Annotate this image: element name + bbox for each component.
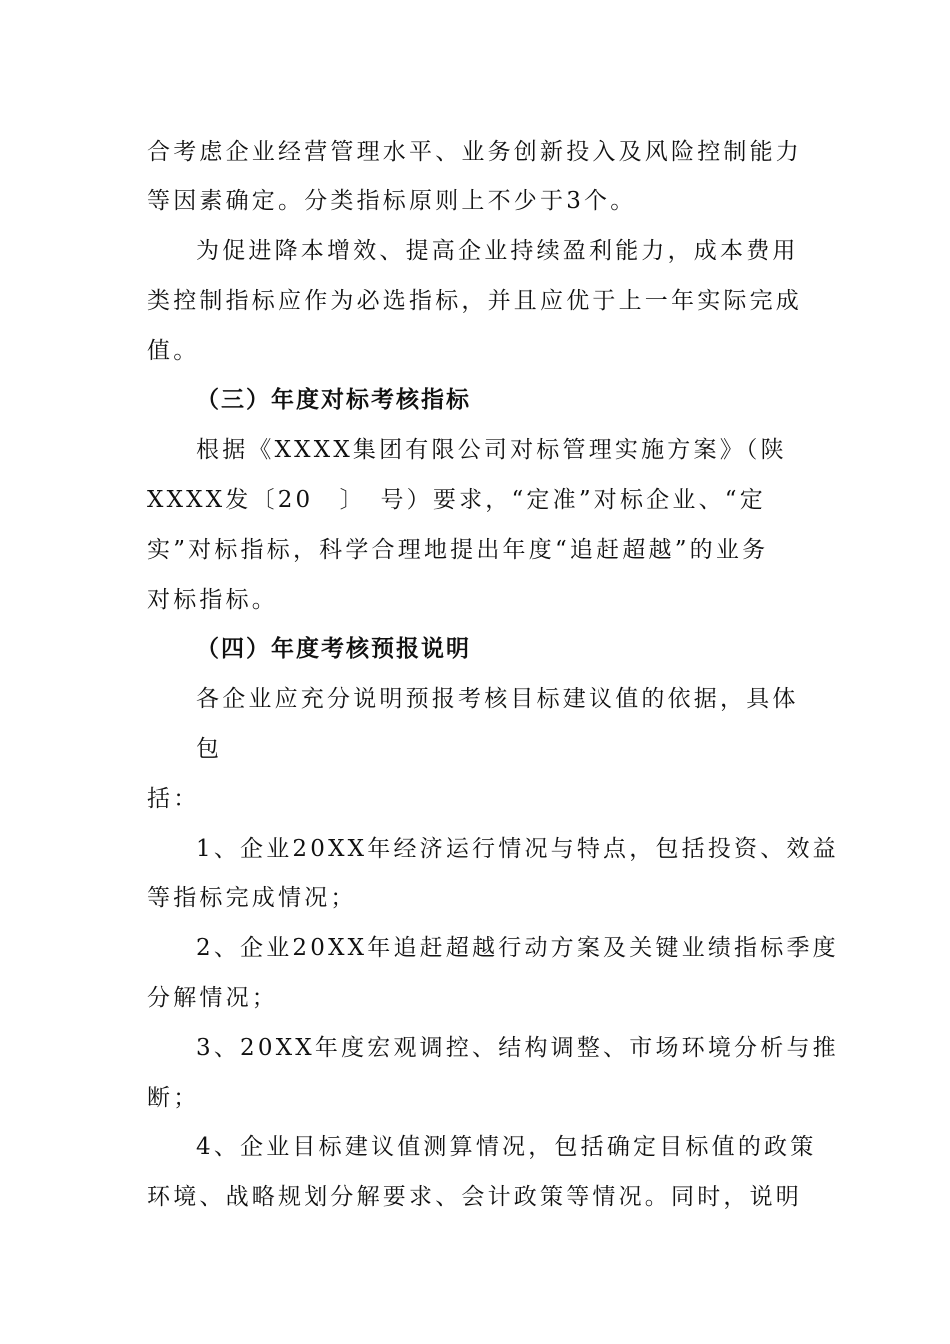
list-item-3: 3、20XX年度宏观调控、结构调整、市场环境分析与推 [196, 1035, 839, 1061]
list-item-1: 1、企业20XX年经济运行情况与特点，包括投资、效益 [196, 836, 839, 862]
list-item-4-continued: 环境、战略规划分解要求、会计政策等情况。同时，说明 [147, 1184, 802, 1210]
paragraph-line: 包 [196, 736, 223, 762]
section-heading-4: （四）年度考核预报说明 [196, 636, 471, 662]
list-item-1-continued: 等指标完成情况； [147, 885, 357, 911]
paragraph-line: 类控制指标应作为必选指标，并且应优于上一年实际完成 [147, 288, 802, 314]
paragraph-line: 合考虑企业经营管理水平、业务创新投入及风险控制能力 [147, 139, 802, 165]
paragraph-line: 括： [147, 786, 200, 812]
paragraph-line: 对标指标。 [147, 587, 278, 613]
paragraph-line: XXXX发〔20 〕 号）要求，“定准”对标企业、“定 [147, 487, 766, 513]
paragraph-line: 等因素确定。分类指标原则上不少于3个。 [147, 188, 637, 214]
list-item-4: 4、企业目标建议值测算情况，包括确定目标值的政策 [196, 1134, 817, 1160]
paragraph-line: 为促进降本增效、提高企业持续盈利能力，成本费用 [196, 238, 799, 264]
list-item-2-continued: 分解情况； [147, 985, 278, 1011]
paragraph-line: 实”对标指标，科学合理地提出年度“追赶超越”的业务 [147, 537, 769, 563]
list-item-2: 2、企业20XX年追赶超越行动方案及关键业绩指标季度 [196, 935, 839, 961]
paragraph-line: 根据《XXXX集团有限公司对标管理实施方案》（陕 [196, 437, 787, 463]
paragraph-line: 各企业应充分说明预报考核目标建议值的依据，具体 [196, 686, 799, 712]
paragraph-line: 值。 [147, 338, 200, 364]
section-heading-3: （三）年度对标考核指标 [196, 387, 471, 413]
list-item-3-continued: 断； [147, 1085, 200, 1111]
